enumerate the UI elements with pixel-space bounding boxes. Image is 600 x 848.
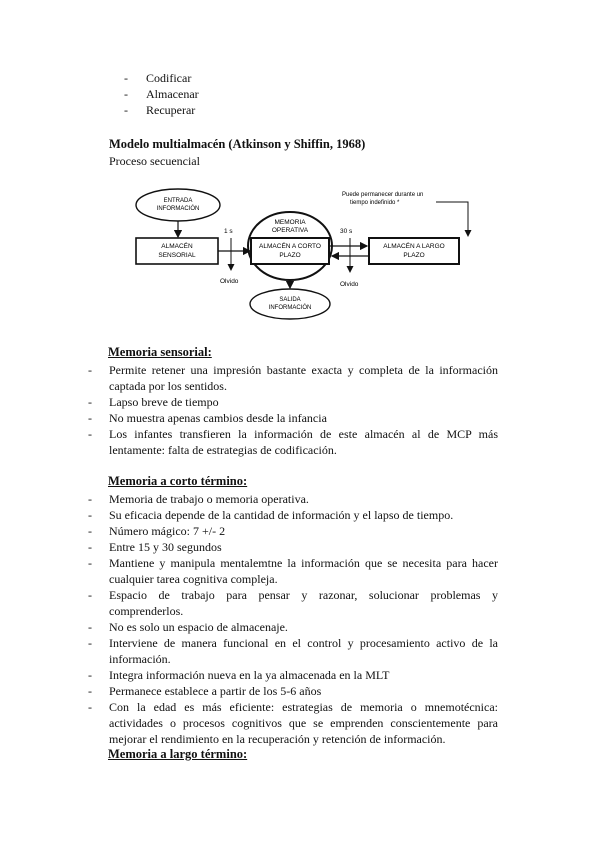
almacen-sensorial-box: [136, 238, 218, 264]
memory-model-diagram: [118, 180, 478, 330]
list-item: - Los infantes transfieren la información de este almacén al de MCP más lentamente: falta de estrategias de codificación.: [88, 426, 498, 458]
list-item: - Permanece establece a partir de los 5-6 años: [88, 683, 498, 699]
list-item: - Codificar: [124, 70, 199, 86]
largo-text-2: PLAZO: [403, 252, 425, 259]
note-text-1: Puede permanecer durante un: [342, 192, 424, 198]
list-item: - Memoria de trabajo o memoria operativa.: [88, 491, 498, 507]
memoria-text-1: MEMORIA: [274, 219, 306, 226]
list-item: - Recuperar: [124, 102, 199, 118]
entrada-text-2: INFORMACIÓN: [156, 206, 200, 212]
list-item: - Lapso breve de tiempo: [88, 394, 498, 410]
list-item: - Su eficacia depende de la cantidad de información y el lapso de tiempo.: [88, 507, 498, 523]
sensorial-text-2: SENSORIAL: [158, 252, 196, 259]
corto-text-2: PLAZO: [279, 252, 301, 259]
list-item: - Número mágico: 7 +/- 2: [88, 523, 498, 539]
entrada-text-1: ENTRADA: [163, 198, 193, 204]
note-text-2: tiempo indefinido *: [350, 200, 400, 206]
almacen-largo-box: [369, 238, 459, 264]
almacen-corto-box: [251, 238, 329, 264]
list-item: - Espacio de trabajo para pensar y razonar, solucionar problemas y comprenderlos.: [88, 587, 498, 619]
olvido-2: Olvido: [340, 281, 359, 288]
list-item: - Integra información nueva en la ya almacenada en la MLT: [88, 667, 498, 683]
entrada-oval: [136, 189, 220, 221]
section-title-largo: Memoria a largo término:: [108, 747, 248, 761]
list-item: - No es solo un espacio de almacenaje.: [88, 619, 498, 635]
section-title-sensorial: Memoria sensorial:: [108, 345, 212, 359]
salida-text-2: INFORMACIÓN: [268, 305, 312, 311]
salida-oval: [250, 289, 330, 319]
memoria-text-2: OPERATIVA: [271, 227, 309, 234]
list-item: - Interviene de manera funcional en el control y procesamiento activo de la información.: [88, 635, 498, 667]
list-item: - Entre 15 y 30 segundos: [88, 539, 498, 555]
list-sensorial: [88, 362, 498, 458]
corto-text-1: ALMACÉN A CORTO: [259, 243, 321, 250]
list-item: - Permite retener una impresión bastante exacta y completa de la información captada por los sentidos.: [88, 362, 498, 394]
label-1s: 1 s: [224, 228, 233, 235]
sensorial-text-1: ALMACÉN: [161, 243, 193, 250]
list-item: - No muestra apenas cambios desde la infancia: [88, 410, 498, 426]
section-title-corto: Memoria a corto término:: [108, 474, 248, 488]
largo-text-1: ALMACÉN A LARGO: [383, 243, 445, 250]
olvido-1: Olvido: [220, 278, 239, 285]
list-item: - Con la edad es más eficiente: estrategias de memoria o mnemotécnica: actividades o procesos cognitivos que se emprenden conscientemente para mejorar el rendimiento en la recuperación y retención de información.: [88, 699, 498, 747]
label-30s: 30 s: [340, 228, 353, 235]
list-item: - Almacenar: [124, 86, 199, 102]
intro-list: [124, 70, 199, 118]
salida-text-1: SALIDA: [279, 297, 301, 303]
list-corto: [88, 491, 498, 747]
model-title: Modelo multialmacén (Atkinson y Shiffin, 1968): [109, 137, 366, 151]
model-subtitle: Proceso secuencial: [109, 154, 200, 168]
list-item: - Mantiene y manipula mentalemtne la información que se necesita para hacer cualquier tarea cognitiva compleja.: [88, 555, 498, 587]
loop-arrow: [436, 202, 468, 236]
